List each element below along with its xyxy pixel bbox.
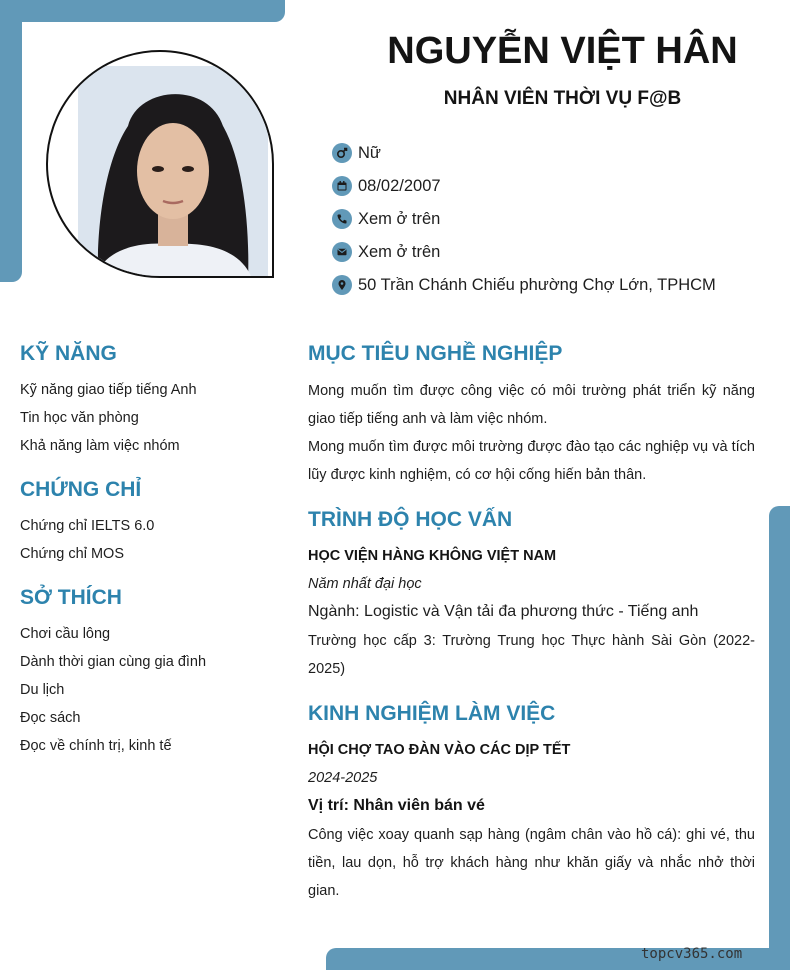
education-year: Năm nhất đại học <box>308 576 422 592</box>
candidate-name: NGUYỄN VIỆT HÂN <box>387 30 738 72</box>
email-text: Xem ở trên <box>358 242 441 261</box>
certificate-item: Chứng chỉ MOS <box>20 546 124 562</box>
highschool-text: Trường học cấp 3: Trường Trung học Thực hành Sài Gòn (2022-2025) <box>308 633 755 677</box>
hobby-item: Du lịch <box>20 682 65 698</box>
contact-phone <box>332 208 440 230</box>
education-major: Ngành: Logistic và Vận tải đa phương thức - Tiếng anh <box>308 603 699 620</box>
experience-description: Công việc xoay quanh sạp hàng (ngâm chân vào hồ cá): ghi vé, thu tiền, lau dọn, hỗ trợ khách hàng như khăn giấy và nhắc nhở thời gian. <box>308 827 755 899</box>
experience-heading: KINH NGHIỆM LÀM VIỆC <box>308 702 556 725</box>
education-heading: TRÌNH ĐỘ HỌC VẤN <box>308 508 513 531</box>
hobbies-heading: SỞ THÍCH <box>20 586 122 609</box>
contact-address <box>332 274 716 296</box>
gender-text: Nữ <box>358 143 381 162</box>
experience-position: Vị trí: Nhân viên bán vé <box>308 797 485 814</box>
skill-item: Tin học văn phòng <box>20 410 139 426</box>
contact-birthday <box>332 175 441 197</box>
phone-icon <box>332 209 352 229</box>
objective-paragraph: Mong muốn tìm được môi trường được đào tạo các nghiệp vụ và tích lũy được kinh nghiệm, có cơ hội cống hiến bản thân. <box>308 439 755 483</box>
skill-item: Kỹ năng giao tiếp tiếng Anh <box>20 382 197 398</box>
experience-period: 2024-2025 <box>308 770 378 786</box>
birthday-text: 08/02/2007 <box>358 176 441 195</box>
gender-icon <box>332 143 352 163</box>
hobby-item: Chơi cầu lông <box>20 626 111 642</box>
right-accent-bar <box>769 506 790 970</box>
watermark-text: topcv365.com <box>641 946 743 962</box>
contact-gender <box>332 142 381 164</box>
address-text: 50 Trần Chánh Chiếu phường Chợ Lớn, TPHCM <box>358 275 716 294</box>
objective-paragraph: Mong muốn tìm được công việc có môi trường phát triển kỹ năng giao tiếp tiếng anh và làm việc nhóm. <box>308 383 755 427</box>
phone-text: Xem ở trên <box>358 209 441 228</box>
location-icon <box>332 275 352 295</box>
hobby-item: Đọc sách <box>20 710 81 726</box>
objective-heading: MỤC TIÊU NGHỀ NGHIỆP <box>308 342 563 365</box>
email-icon <box>332 242 352 262</box>
skill-item: Khả năng làm việc nhóm <box>20 438 180 454</box>
contact-email <box>332 241 440 263</box>
profile-photo <box>46 50 274 278</box>
left-accent-bar <box>0 0 22 282</box>
certificates-heading: CHỨNG CHỈ <box>20 478 142 501</box>
school-name: HỌC VIỆN HÀNG KHÔNG VIỆT NAM <box>308 548 557 564</box>
job-title: NHÂN VIÊN THỜI VỤ F@B <box>443 88 682 109</box>
calendar-icon <box>332 176 352 196</box>
hobby-item: Dành thời gian cùng gia đình <box>20 654 207 670</box>
certificate-item: Chứng chỉ IELTS 6.0 <box>20 518 155 534</box>
portrait-image <box>78 66 268 278</box>
skills-heading: KỸ NĂNG <box>20 342 117 365</box>
top-left-accent-bar <box>0 0 285 22</box>
hobby-item: Đọc về chính trị, kinh tế <box>20 738 172 754</box>
company-name: HỘI CHỢ TAO ĐÀN VÀO CÁC DỊP TẾT <box>308 742 571 758</box>
